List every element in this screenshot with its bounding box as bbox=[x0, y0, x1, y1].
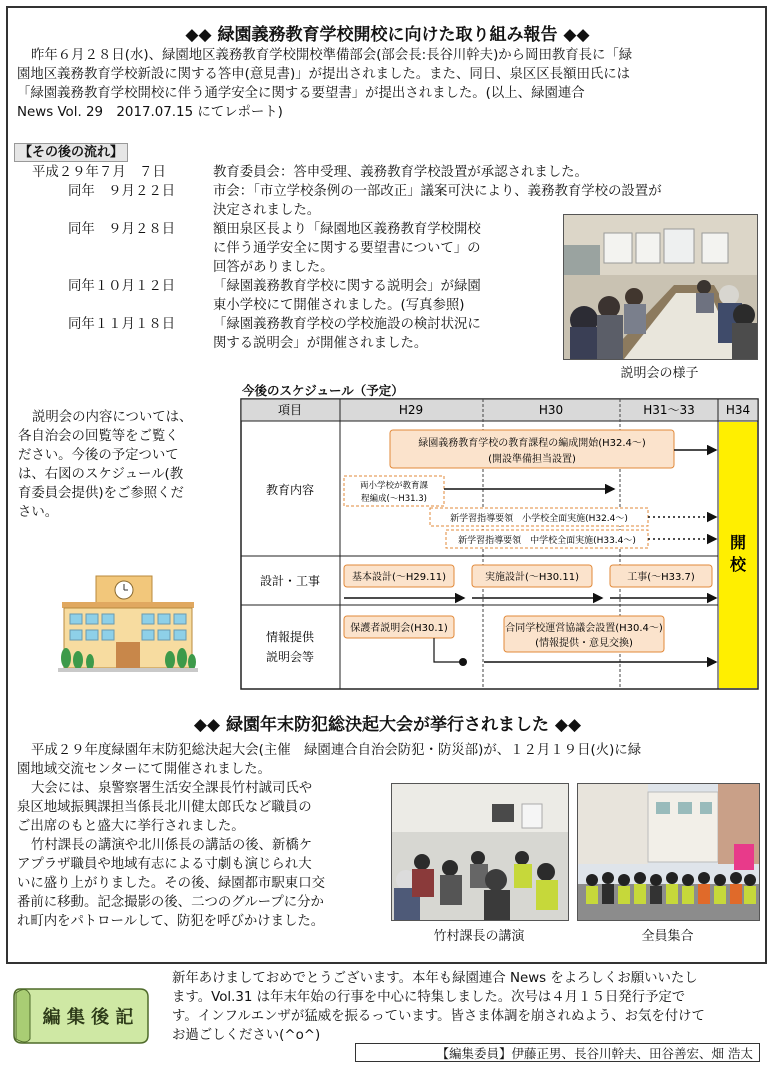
note-line: 説明会の内容については、 bbox=[32, 410, 193, 425]
timeline-event: 額田泉区長より「緑園地区義務教育学校開校 bbox=[213, 222, 481, 237]
construction: 工事(～H33.7) bbox=[627, 572, 695, 583]
group-caption: 全員集合 bbox=[641, 929, 694, 944]
meeting-photo bbox=[563, 214, 758, 360]
lecture-photo bbox=[391, 783, 569, 921]
timeline-date: 平成２９年７月 ７日 bbox=[32, 165, 166, 180]
editor-line: 新年あけましておめでとうございます。本年も緑園連合 News をよろしくお願いいたし bbox=[172, 971, 698, 986]
timeline-event: 決定されました。 bbox=[213, 203, 321, 218]
lecture-caption: 竹村課長の講演 bbox=[433, 929, 525, 944]
both-schools-sub: 程編成(～H31.3) bbox=[361, 494, 427, 504]
body-line: 番前に移動。記念撮影の後、二つのグループに分か bbox=[17, 895, 324, 910]
editor-line: す。インフルエンザが猛威を振るっています。皆さま体調を崩されぬよう、お気を付けて bbox=[172, 1009, 705, 1024]
curriculum-sub: (開設準備担当設置) bbox=[488, 454, 576, 465]
curriculum-label: 緑園義務教育学校の教育課程の編成開始(H32.4～) bbox=[418, 438, 646, 449]
intro-line: 昨年６月２８日(水)、緑園地区義務教育学校開校準備部会(部会長:長谷川幹夫)から岡田教育長に「緑 bbox=[31, 48, 633, 63]
section1-title: ◆◆ 緑園義務教育学校開校に向けた取り組み報告 ◆◆ bbox=[185, 25, 590, 45]
row-label-design: 設計・工事 bbox=[259, 574, 321, 588]
guideline-jhs: 新学習指導要領 中学校全面実施(H33.4～) bbox=[458, 536, 636, 546]
both-schools-label: 両小学校が教育課 bbox=[359, 481, 429, 491]
editor-line: お過ごしください(^o^) bbox=[172, 1028, 321, 1043]
timeline-event: 教育委員会：答申受理、義務教育学校設置が承認されました。 bbox=[213, 165, 588, 180]
basic-design: 基本設計(～H29.11) bbox=[352, 572, 446, 583]
col-header-item: 項目 bbox=[277, 403, 303, 417]
detail-design: 実施設計(～H30.11) bbox=[485, 572, 579, 583]
col-header-h29: H29 bbox=[398, 403, 424, 417]
body-line: 泉区地域振興課担当係長北川健太郎氏など職員の bbox=[17, 800, 312, 815]
row-label-info-l1: 情報提供 bbox=[265, 630, 315, 644]
editorial-members: 【編集委員】伊藤正男、長谷川幹夫、田谷善宏、畑 浩太 bbox=[355, 1043, 760, 1062]
editor-label-scroll bbox=[12, 983, 150, 1045]
note-line: ださい。今後の予定ついて bbox=[18, 448, 179, 463]
row-label-info-l2: 説明会等 bbox=[265, 650, 315, 664]
timeline-event: 回答がありました。 bbox=[213, 260, 334, 275]
body-line: ご出席のもと盛大に挙行されました。 bbox=[17, 819, 245, 834]
note-line: は、右図のスケジュール(教 bbox=[18, 467, 184, 482]
row-label-education: 教育内容 bbox=[265, 483, 315, 497]
parents-meeting: 保護者説明会(H30.1) bbox=[350, 623, 448, 634]
editor-line: ます。Vol.31 は年末年始の行事を中心に特集しました。次号は４月１５日発行予定で bbox=[172, 990, 686, 1005]
schedule-title: 今後のスケジュール（予定） bbox=[242, 383, 404, 398]
col-header-h30: H30 bbox=[538, 403, 564, 417]
col-header-h34: H34 bbox=[725, 403, 751, 417]
timeline-event: 「緑園義務教育学校の学校施設の検討状況に bbox=[213, 317, 481, 332]
note-line: さい。 bbox=[18, 505, 59, 520]
note-line: 育委員会提供)をご参照くだ bbox=[18, 486, 184, 501]
body-line: アプラザ職員や地域有志による寸劇も演じられ大 bbox=[17, 857, 312, 872]
council-sub: (情報提供・意見交換) bbox=[535, 638, 633, 649]
col-header-h31-33: H31～33 bbox=[643, 403, 695, 417]
group-photo bbox=[577, 783, 760, 921]
timeline-event: 市会：「市立学校条例の一部改正」議案可決により、義務教育学校の設置が bbox=[213, 184, 662, 199]
intro2-line: 園地域交流センターにて開催されました。 bbox=[17, 762, 271, 777]
editor-label: 編 集 後 記 bbox=[42, 1007, 134, 1028]
meeting-photo-caption: 説明会の様子 bbox=[620, 366, 699, 381]
timeline-event: 関する説明会」が開催されました。 bbox=[213, 336, 428, 351]
section2-body bbox=[17, 779, 389, 931]
council-setup: 合同学校運営協議会設置(H30.4～) bbox=[505, 623, 663, 634]
flow-header: 【その後の流れ】 bbox=[14, 143, 128, 162]
schedule-note bbox=[18, 408, 233, 522]
schedule-chart bbox=[240, 398, 760, 690]
intro-line: 園地区義務教育学校新設に関する答申(意見書)」が提出されました。また、同日、泉区区長額田氏には bbox=[17, 67, 631, 82]
intro-line: News Vol. 29 2017.07.15 にてレポート) bbox=[17, 105, 283, 120]
note-line: 各自治会の回覧等をご覧く bbox=[18, 429, 179, 444]
timeline-date: 同年 ９月２２日 bbox=[68, 184, 176, 199]
timeline-dates bbox=[32, 163, 212, 353]
section2-title: ◆◆ 緑園年末防犯総決起大会が挙行されました ◆◆ bbox=[193, 715, 582, 735]
intro-line: 「緑園義務教育学校開校に伴う通学安全に関する要望書」が提出されました。(以上、緑園連合 bbox=[17, 86, 585, 101]
section1-intro bbox=[17, 46, 762, 122]
open-label-1: 開 bbox=[729, 533, 747, 552]
intro2-line: 平成２９年度緑園年末防犯総決起大会(主催 緑園連合自治会防犯・防災部)が、１２月１９日(火)に緑 bbox=[31, 743, 642, 758]
body-line: 大会には、泉警察署生活安全課長竹村誠司氏や bbox=[31, 781, 313, 796]
school-building-illustration bbox=[58, 572, 198, 678]
open-label-2: 校 bbox=[729, 555, 747, 574]
body-line: れ町内をパトロールして、防犯を呼びかけました。 bbox=[17, 914, 325, 929]
timeline-date: 同年 ９月２８日 bbox=[68, 222, 176, 237]
timeline-date: 同年１１月１８日 bbox=[68, 317, 176, 332]
body-line: いに盛り上がりました。その後、緑園都市駅東口交 bbox=[17, 876, 325, 891]
timeline-event: に伴う通学安全に関する要望書について」の bbox=[213, 241, 481, 256]
timeline-date: 同年１０月１２日 bbox=[68, 279, 176, 294]
body-line: 竹村課長の講演や北川係長の講話の後、新橋ケ bbox=[31, 838, 313, 853]
guideline-elem: 新学習指導要領 小学校全面実施(H32.4～) bbox=[450, 514, 628, 524]
editor-text bbox=[172, 969, 767, 1045]
section2-intro bbox=[17, 741, 762, 779]
timeline-event: 東小学校にて開催されました。(写真参照) bbox=[213, 298, 465, 313]
timeline-event: 「緑園義務教育学校に関する説明会」が緑園 bbox=[213, 279, 481, 294]
